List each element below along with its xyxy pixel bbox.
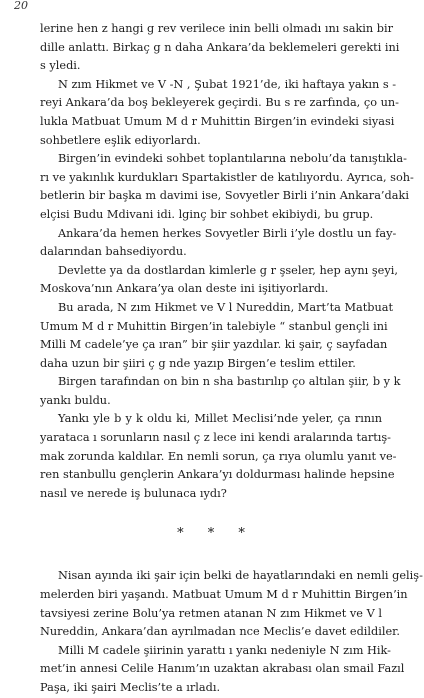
text-line: tavsiyesi zerine Bolu’ya retmen atanan N zım Hikmet ve V l — [40, 606, 382, 620]
text-line: Yankı yle b y k oldu ki, Millet Meclisi’nde yeler, ça rının — [58, 412, 382, 426]
paragraph — [40, 76, 399, 150]
text-line: Nisan ayında iki şair için belki de hayatlarındaki en nemli geliş- — [58, 569, 423, 583]
text-line: Milli M cadele’ye ça ıran” bir şiir yazdılar. ki şair, ç sayfadan — [40, 338, 388, 352]
paragraph — [40, 299, 394, 373]
text-line: Paşa, iki şairi Meclis’te a ırladı. — [40, 681, 221, 694]
text-line: Umum M d r Muhittin Birgen’in talebiyle “ stanbul gençli ini — [40, 319, 388, 333]
text-line: elçisi Budu Mdivani idi. lginç bir sohbet ekibiydi, bu grup. — [40, 207, 374, 221]
text-line: lerine hen z hangi g rev verilece inin belli olmadı ını sakin bir — [40, 22, 394, 35]
text-line: rı ve yakınlık kurdukları Spartakistler de katılıyordu. Ayrıca, soh- — [40, 170, 414, 184]
text-line: dille anlattı. Birkaç g n daha Ankara’da beklemeleri gerekti ini — [40, 40, 400, 54]
page-body — [40, 20, 423, 698]
paragraph — [40, 410, 397, 503]
text-line: s yledi. — [40, 59, 81, 73]
text-line: yankı buldu. — [40, 393, 111, 407]
text-line: reyi Ankara’da boş bekleyerek geçirdi. Bu s re zarfında, ço un- — [40, 96, 399, 110]
text-line: betlerin bir başka m davimi ise, Sovyetler Birli i’nin Ankara’daki — [40, 189, 409, 203]
text-line: daha uzun bir şiiri ç g nde yazıp Birgen’e teslim ettiler. — [40, 356, 356, 370]
text-line: met’in annesi Celile Hanım’ın uzaktan akrabası olan smail Fazıl — [40, 662, 405, 676]
section-separator: * * * — [177, 526, 255, 542]
text-line: nasıl ve nerede iş bulunaca ıydı? — [40, 486, 227, 500]
text-line: Nureddin, Ankara’dan ayrılmadan nce Meclis’e davet edildiler. — [40, 625, 400, 639]
text-line: Bu arada, N zım Hikmet ve V l Nureddin, Mart’ta Matbuat — [58, 300, 394, 314]
text-line: Moskova’nın Ankara’ya olan deste ini işitiyorlardı. — [40, 282, 329, 296]
paragraph — [40, 373, 401, 410]
paragraph — [40, 262, 398, 299]
paragraphs-bottom — [40, 567, 423, 697]
paragraph — [40, 20, 400, 76]
text-line: N zım Hikmet ve V -N , Şubat 1921’de, iki haftaya yakın s - — [58, 77, 397, 91]
paragraph — [40, 150, 414, 224]
text-line: Birgen’in evindeki sohbet toplantılarına nebolu’da tanıştıkla- — [58, 152, 407, 166]
text-line: lukla Matbuat Umum M d r Muhittin Birgen’in evindeki siyasi — [40, 114, 395, 128]
paragraph — [40, 225, 397, 262]
text-line: Ankara’da hemen herkes Sovyetler Birli i’yle dostlu un fay- — [58, 226, 397, 240]
paragraphs-top — [40, 20, 414, 503]
text-line: dalarından bahsediyordu. — [40, 245, 187, 259]
text-line: ren stanbullu gençlerin Ankara’yı doldurması halinde hepsine — [40, 468, 395, 482]
page-number: 20 — [14, 0, 28, 12]
paragraph — [40, 567, 423, 641]
paragraph — [40, 642, 405, 698]
text-line: Milli M cadele şiirinin yarattı ı yankı nedeniyle N zım Hik- — [58, 643, 391, 657]
text-line: sohbetlere eşlik ediyorlardı. — [40, 133, 201, 147]
text-line: Birgen tarafından on bin n sha bastırılıp ço altılan şiir, b y k — [58, 375, 401, 389]
text-line: melerden biri yaşandı. Matbuat Umum M d r Muhittin Birgen’in — [40, 588, 408, 602]
text-line: Devlette ya da dostlardan kimlerle g r şseler, hep aynı şeyi, — [58, 263, 398, 277]
text-line: yarataca ı sorunların nasıl ç z lece ini kendi aralarında tartış- — [40, 431, 391, 445]
text-line: mak zorunda kaldılar. En nemli sorun, ça rıya olumlu yanıt ve- — [40, 449, 397, 463]
